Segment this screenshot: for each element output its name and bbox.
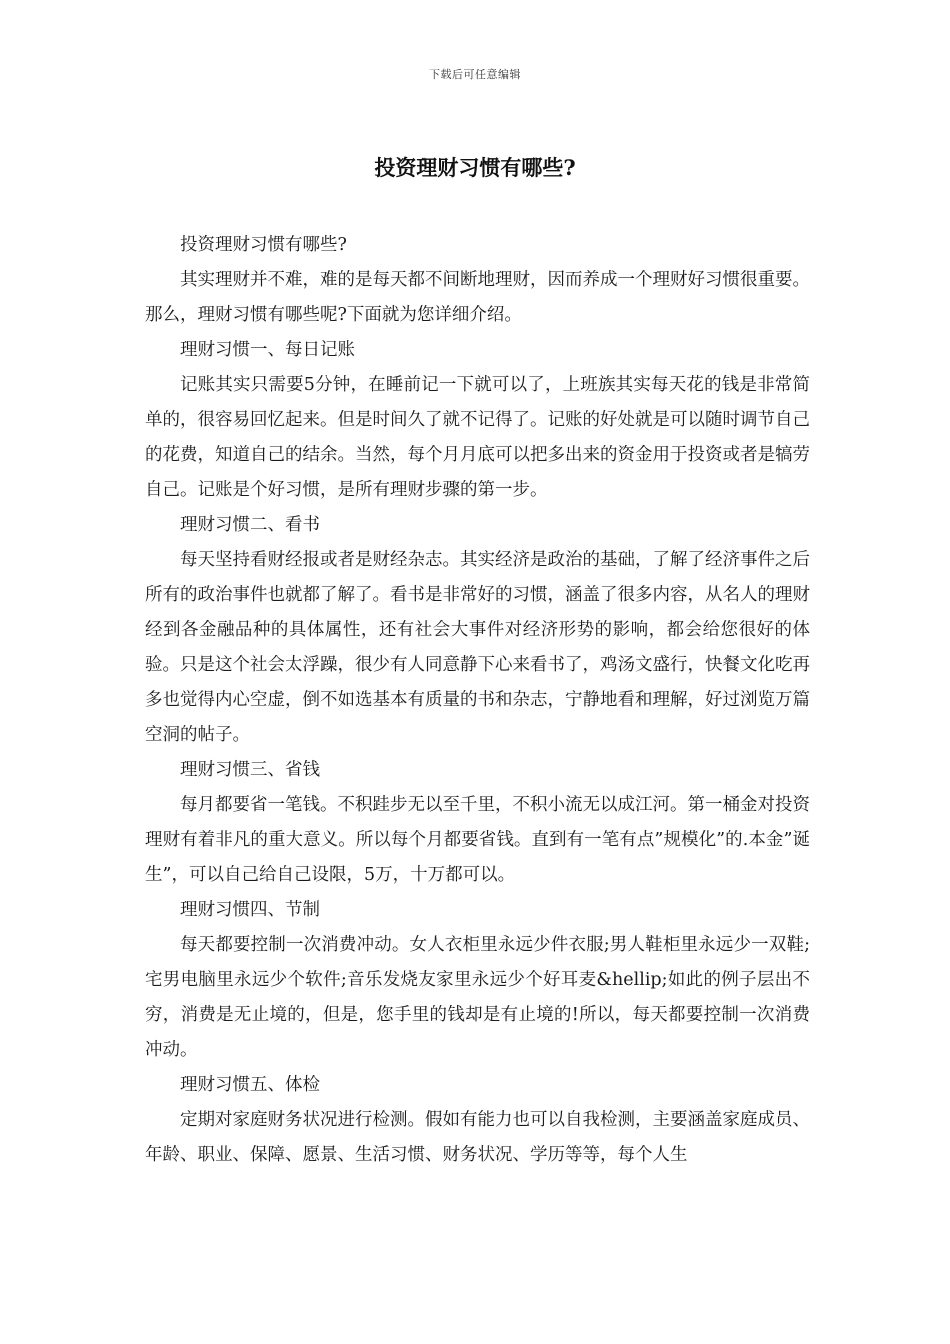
document-body	[145, 228, 810, 1173]
habit-2-paragraph: 每天坚持看财经报或者是财经杂志。其实经济是政治的基础，了解了经济事件之后所有的政治事件也就都了解了。看书是非常好的习惯，涵盖了很多内容，从名人的理财经到各金融品种的具体属性，还有社会大事件对经济形势的影响，都会给您很好的体验。只是这个社会太浮躁，很少有人同意静下心来看书了，鸡汤文盛行，快餐文化吃再多也觉得内心空虚，倒不如选基本有质量的书和杂志，宁静地看和理解，好过浏览万篇空洞的帖子。	[145, 550, 810, 745]
habit-2-heading: 理财习惯二、看书	[180, 515, 320, 535]
habit-3-paragraph: 每月都要省一笔钱。不积跬步无以至千里，不积小流无以成江河。第一桶金对投资理财有着非凡的重大意义。所以每个月都要省钱。直到有一笔有点”规模化”的.本金”诞生”，可以自己给自己设限，5万，十万都可以。	[145, 795, 810, 885]
habit-5-heading: 理财习惯五、体检	[180, 1075, 320, 1095]
habit-3-heading: 理财习惯三、省钱	[180, 760, 320, 780]
page-header-note: 下载后可任意编辑	[429, 68, 521, 81]
habit-4-paragraph: 每天都要控制一次消费冲动。女人衣柜里永远少件衣服;男人鞋柜里永远少一双鞋;宅男电脑里永远少个软件;音乐发烧友家里永远少个好耳麦&hellip;如此的例子层出不穷，消费是无止境的，但是，您手里的钱却是有止境的!所以，每天都要控制一次消费冲动。	[145, 935, 810, 1060]
habit-4-heading: 理财习惯四、节制	[180, 900, 320, 920]
habit-1-paragraph: 记账其实只需要5分钟，在睡前记一下就可以了，上班族其实每天花的钱是非常简单的，很容易回忆起来。但是时间久了就不记得了。记账的好处就是可以随时调节自己的花费，知道自己的结余。当然，每个月月底可以把多出来的资金用于投资或者是犒劳自己。记账是个好习惯，是所有理财步骤的第一步。	[145, 375, 810, 500]
intro-heading: 投资理财习惯有哪些?	[180, 235, 347, 255]
habit-1-heading: 理财习惯一、每日记账	[180, 340, 355, 360]
intro-paragraph: 其实理财并不难，难的是每天都不间断地理财，因而养成一个理财好习惯很重要。那么，理财习惯有哪些呢?下面就为您详细介绍。	[145, 270, 810, 325]
document-title: 投资理财习惯有哪些?	[374, 155, 576, 180]
habit-5-paragraph: 定期对家庭财务状况进行检测。假如有能力也可以自我检测，主要涵盖家庭成员、年龄、职业、保障、愿景、生活习惯、财务状况、学历等等，每个人生	[145, 1110, 810, 1165]
